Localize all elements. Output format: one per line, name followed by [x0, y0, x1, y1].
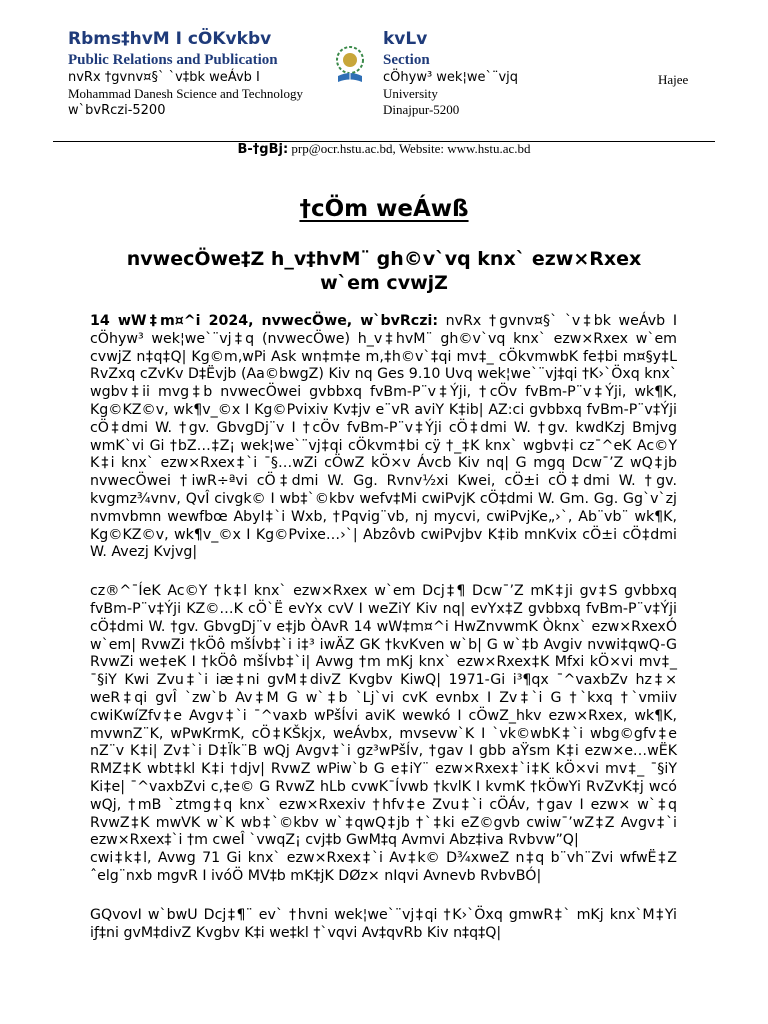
city-en: Dinajpur-5200	[383, 102, 460, 117]
press-release-body	[90, 313, 677, 942]
header-hajee: Hajee	[658, 72, 689, 87]
university-logo	[330, 42, 370, 86]
section-title-en: Section	[383, 52, 430, 68]
document-subtitle: nvwecÖwe‡Z h_v‡hvM¨ gh©v`vq knx` ezw×Rxex w`em cvwjZ	[126, 248, 642, 294]
contact-line	[0, 141, 768, 157]
university-name-en: Mohammad Danesh Science and Technology	[68, 86, 303, 101]
header-right	[383, 27, 603, 118]
paragraph-1-text: nvRx †gvnv¤§` `v‡bk weÁvb I cÖhyw³ wek¦we`¨vj‡q (nvwecÖwe) h_v‡hvM¨ gh©v`vq knx` ezw×Rxex w`em cvwjZ n‡q‡Q| Kg©m‚wPi Ask wn‡m‡e m‚‡h©v`‡qi mv‡_ cÖkvmwbK fe‡bi m¤§y‡L RvZxq cZvKv D‡Ëvjb (Aa©bwgZ) Kiv nq Ges 9.10 Uvq wek¦we`¨vj‡qi †K›`Öxq knx` wgbv‡ii mvg‡b nvwecÖwei gvbbxq fvBm-P¨v‡Ýji, †cÖv fvBm-P¨v‡Ýji, wk¶K, Kg©KZ©v, wk¶v_©x I Kg©Pvixiv Kv‡jv e¨vR aviY K‡ib| AZ:ci gvbbxq fvBm-P¨v‡Ýji cÖ‡dmi W. †gv. GbvgDj¨v I †cÖv fvBm-P¨v‡Ýji cÖ‡dmi W. †gv. kwdKzj Bmjvg wmK`vi Gi †bZ…‡Z¡ wek¦we`¨vj‡qi cÖkvm‡bi cÿ †_‡K knx` wgbv‡i cz¯^eK Ac©Y K‡i knx` ezw×Rxex‡`i ¯§…wZi cÖwZ kÖ×v Ávcb Kiv nq| G mgq Dcw¯’Z wQ‡jb nvwecÖwei †iwR÷ªvi cÖ‡dmi W. Gg. Rvnv½xi Kwei, cÖ±i cÖ‡dmi W. †gv. kvgmz¾vnv, QvÎ civgk© I wb‡`©kbv wefv‡Mi cwiPvjK cÖ‡dmi W. Gm. Gg. Gg`v`zj nvmvbmn wewfbœ Abyl‡`i Wxb, †Pqvig¨vb, nj mycvi, cwiPvjKe„›`, Ab¨vb¨ wk¶K, Kg©KZ©v, wk¶v_©x I Kg©Pvixe…›`| Abzôvb cwiPvjbv K‡ib mnKvix cÖ±i cÖ‡dmi W. Avezj Kvjvg|	[90, 313, 677, 561]
section-title-bn: kvLv	[383, 29, 428, 49]
university-type-bn: cÖhyw³ wek¦we`¨vjq	[383, 70, 519, 85]
university-name-bn: nvRx †gvnv¤§` `v‡bk weÁvb I	[68, 70, 260, 85]
email-label: B-†gBj:	[237, 142, 289, 157]
office-title-bn: Rbms‡hvM I cÖKvkbv	[68, 29, 272, 49]
paragraph-1	[90, 313, 677, 562]
dateline: 14 wW‡m¤^i 2024, nvwecÖwe, w`bvRczi:	[90, 313, 439, 329]
paragraph-3: cwi‡k‡l, Avwg 71 Gi knx` ezw×Rxex‡`i Av‡k© D¾xweZ n‡q b¨vh¨Zvi wfwË‡Z ˆelg¨nxb mgvR I ivóÖ MV‡b mK‡jK DØz× nIqvi Avnevb RvbvBÓ|	[90, 850, 677, 884]
office-title-en: Public Relations and Publication	[68, 52, 278, 68]
paragraph-4: GQvovI w`bwU Dcj‡¶¨ ev` †hvni wek¦we`¨vj‡qi †K›`Öxq gmwR‡` mKj knx`M‡Yi iƒ‡ni gvM‡divZ Kvgbv K‡i we‡kl †`vqvi Av‡qvRb Kiv n‡q‡Q|	[90, 906, 677, 941]
contact-text: prp@ocr.hstu.ac.bd, Website: www.hstu.ac.bd	[288, 141, 531, 156]
document-title: †cÖm weÁwß	[299, 196, 469, 222]
city-bn: w`bvRczi-5200	[68, 103, 166, 118]
paragraph-2: cz®^¯ÍeK Ac©Y †k‡l knx` ezw×Rxex w`em Dcj‡¶ Dcw¯’Z mK‡ji gv‡S gvbbxq fvBm-P¨v‡Ýji KZ©…K cÖ`Ë evYx cvV I weZiY Kiv nq| evYx‡Z gvbbxq fvBm-P¨v‡Ýji cÖ‡dmi W. †gv. GbvgDj¨v e‡jb ÒAvR 14 wW‡m¤^i HwZnvwmK Òknx` ezw×RxexÓ w`em| RvwZi †kÖô mšÍvb‡`i i‡³ iwÄZ GK †kvKven w`b| G w`‡b Avgiv nvwi‡qwQ-G RvwZi we‡eK I †kÖô mšÍvb‡`i| Avwg †m mKj knx` ezw×Rxex‡K Mfxi kÖ×vi mv‡_ ¯§iY Kwi Zvu‡`i iæ‡ni gvM‡divZ Kvgbv KiwQ| 1971-Gi i³¶qx ¯^vaxbZv hz‡× weR‡qi gvÎ `zw`b Av‡M G w`‡b `Lj`vi cvK evnbx I Zv‡`i G †`kxq †`vmiiv cwiKwíZfv‡e Avgv‡`i ¯^vaxb wPšÍvi aviK wewkó I cÖwZ_hkv ezw×Rxex, wk¶K, mvwnZ¨K, wPwKrmK, cÖ‡KŠkjx, weÁvbx, mvsevw`K I `vk©wbK‡`i wbg©gfv‡e nZ¨v K‡i| Zv‡`i D‡Ïk¨B wQj Avgv‡`i gz³wPšÍv, †gav I gbb aŸsm K‡i ezw×e…wËK RMZ‡K wbt‡kl K‡i †djv| RvwZ wPiw`b G e‡iY¨ ezw×Rxex‡`i‡K kÖ×vi mv‡_ ¯§iY Ki‡e| ¯^vaxbZvi c‚‡e© G RvwZ hLb cvwK¯Ívwb †kvlK I kvmK †kÖwYi RvZvK‡j wcó wQj, †mB `ztmg‡q knx` ezw×Rxexiv †hfv‡e Zvu‡`i cÖÁv, †gav I ezw× w`‡q RvwZ‡K mwVK w`K wb‡`©kbv w`‡qwQ‡jb †`‡ki eZ©gvb cwiw¯’wZ‡Z Avgv‡`i ezw×Rxex‡`i †m cweÎ `vwqZ¡ cvj‡b GwM‡q Avmvi Abz‡iva Rvbvw”Q|	[90, 583, 677, 849]
university-type-en: University	[383, 86, 438, 101]
